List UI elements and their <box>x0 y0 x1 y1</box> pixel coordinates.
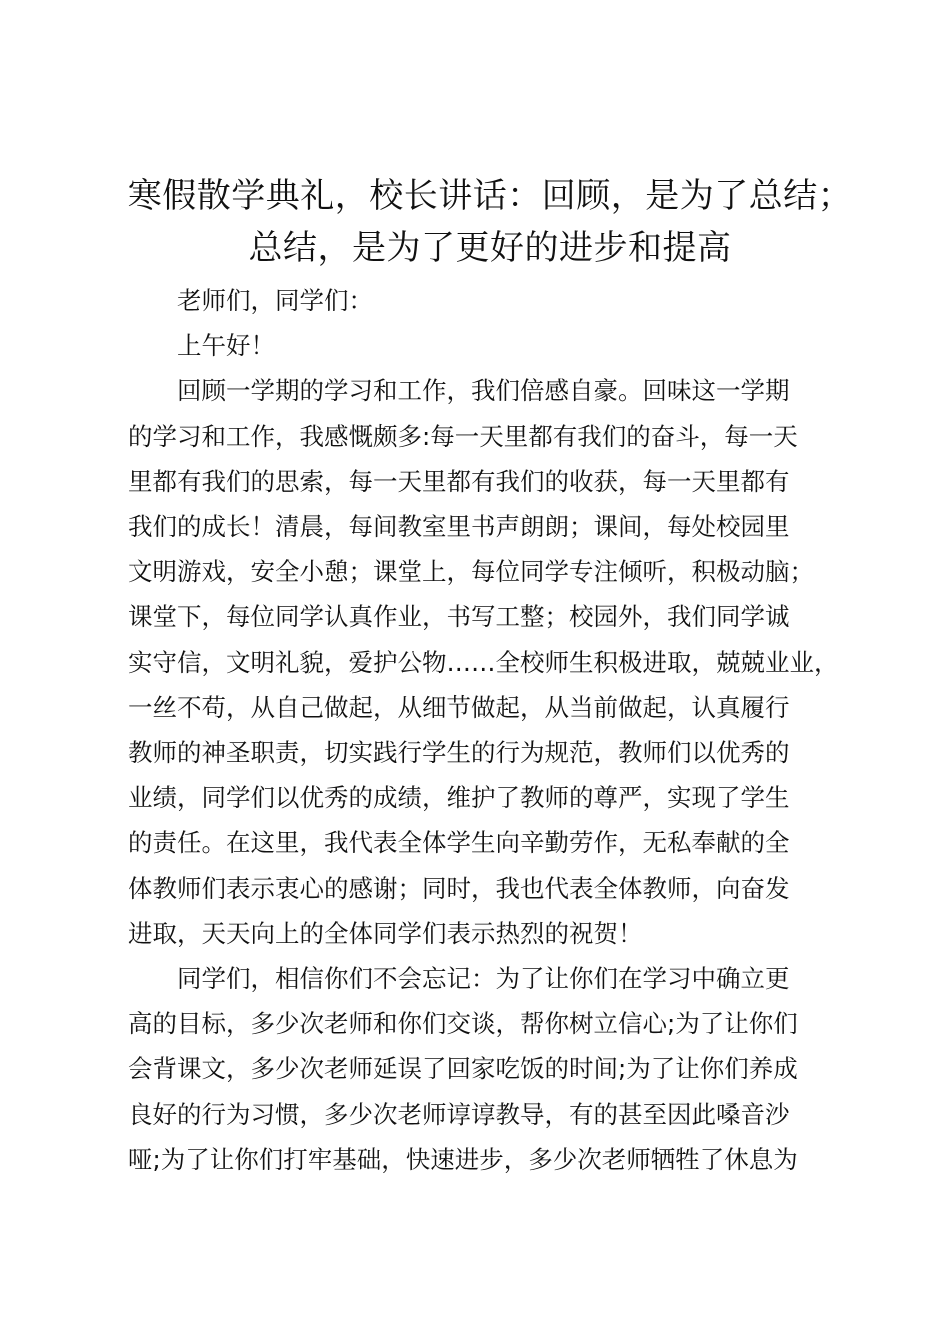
document-body <box>128 278 858 1182</box>
paragraph-line: 高的目标，多少次老师和你们交谈，帮你树立信心;为了让你们 <box>128 1009 798 1039</box>
paragraph-line: 文明游戏，安全小憩；课堂上，每位同学专注倾听，积极动脑； <box>128 557 814 587</box>
paragraph-line: 课堂下，每位同学认真作业，书写工整；校园外，我们同学诚 <box>128 602 790 632</box>
title-line-1: 寒假散学典礼，校长讲话：回顾，是为了总结； <box>127 176 853 216</box>
paragraph-line: 里都有我们的思索，每一天里都有我们的收获，每一天里都有 <box>128 466 790 496</box>
paragraph-line: 老师们，同学们： <box>177 286 373 315</box>
paragraph-line: 良好的行为习惯，多少次老师谆谆教导，有的甚至因此嗓音沙 <box>128 1099 790 1129</box>
paragraph-line: 哑;为了让你们打牢基础，快速进步，多少次老师牺牲了休息为 <box>128 1144 798 1174</box>
body-paragraph <box>128 956 858 1182</box>
paragraph-line: 上午好！ <box>177 331 275 361</box>
title-line-2: 总结，是为了更好的进步和提高 <box>248 228 732 268</box>
paragraph-line: 一丝不苟，从自己做起，从细节做起，从当前做起，认真履行 <box>128 692 790 722</box>
paragraph-line: 教师的神圣职责，切实践行学生的行为规范，教师们以优秀的 <box>128 738 790 768</box>
body-paragraph <box>128 368 858 956</box>
paragraph-line: 我们的成长！清晨，每间教室里书声朗朗；课间，每处校园里 <box>128 512 790 542</box>
salutation <box>128 278 858 323</box>
paragraph-line: 的学习和工作，我感慨颇多:每一天里都有我们的奋斗，每一天 <box>128 421 798 451</box>
paragraph-line: 进取，天天向上的全体同学们表示热烈的祝贺！ <box>128 918 643 948</box>
paragraph-line: 业绩，同学们以优秀的成绩，维护了教师的尊严，实现了学生 <box>128 783 790 813</box>
document-title <box>110 170 870 274</box>
paragraph-line: 体教师们表示衷心的感谢；同时，我也代表全体教师，向奋发 <box>128 873 790 903</box>
paragraph-line: 同学们，相信你们不会忘记：为了让你们在学习中确立更 <box>177 964 790 994</box>
greeting <box>128 323 858 368</box>
paragraph-line: 的责任。在这里，我代表全体学生向辛勤劳作，无私奉献的全 <box>128 828 790 858</box>
paragraph-line: 实守信，文明礼貌，爱护公物……全校师生积极进取，兢兢业业， <box>128 647 839 677</box>
paragraph-line: 会背课文，多少次老师延误了回家吃饭的时间;为了让你们养成 <box>128 1054 798 1084</box>
paragraph-line: 回顾一学期的学习和工作，我们倍感自豪。回味这一学期 <box>177 376 790 406</box>
